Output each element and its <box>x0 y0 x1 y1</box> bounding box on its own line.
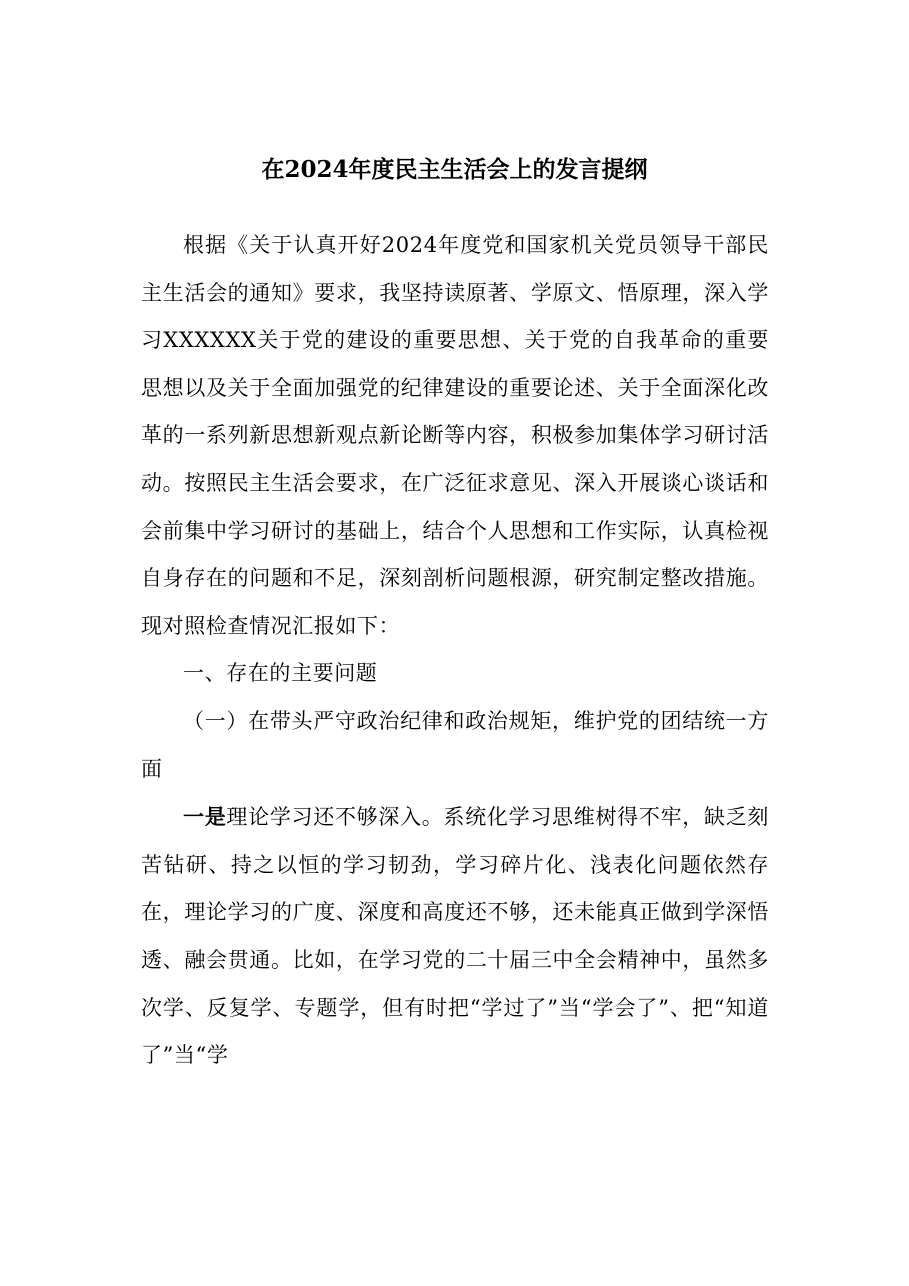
document-title: 在2024年度民主生活会上的发言提纲 <box>261 156 648 183</box>
section-heading: 一、存在的主要问题 <box>183 661 378 686</box>
point-lead: 一是 <box>183 804 227 830</box>
point-text: 理论学习还不够深入。系统化学习思维树得不牢，缺乏刻苦钻研、持之以恒的学习韧劲，学习碎片化、浅表化问题依然存在，理论学习的广度、深度和高度还不够，还未能真正做到学深悟透、融会贯通。比如，在学习党的二十届三中全会精神中，虽然多次学、反复学、专题学，但有时把“学过了”当“学会了”、把“知道了”当“学 <box>141 805 770 1068</box>
document-body <box>141 222 769 1080</box>
subsection-heading: （一）在带头严守政治纪律和政治规矩，维护党的团结统一方面 <box>141 708 769 781</box>
point-paragraph <box>141 793 769 1080</box>
intro-paragraph: 根据《关于认真开好2024年度党和国家机关党员领导干部民主生活会的通知》要求，我坚持读原著、学原文、悟原理，深入学习XXXXXX关于党的建设的重要思想、关于党的自我革命的重要思想以及关于全面加强党的纪律建设的重要论述、关于全面深化改革的一系列新思想新观点新论断等内容，积极参加集体学习研讨活动。按照民主生活会要求，在广泛征求意见、深入开展谈心谈话和会前集中学习研讨的基础上，结合个人思想和工作实际，认真检视自身存在的问题和不足，深刻剖析问题根源，研究制定整改措施。现对照检查情况汇报如下： <box>141 233 769 638</box>
